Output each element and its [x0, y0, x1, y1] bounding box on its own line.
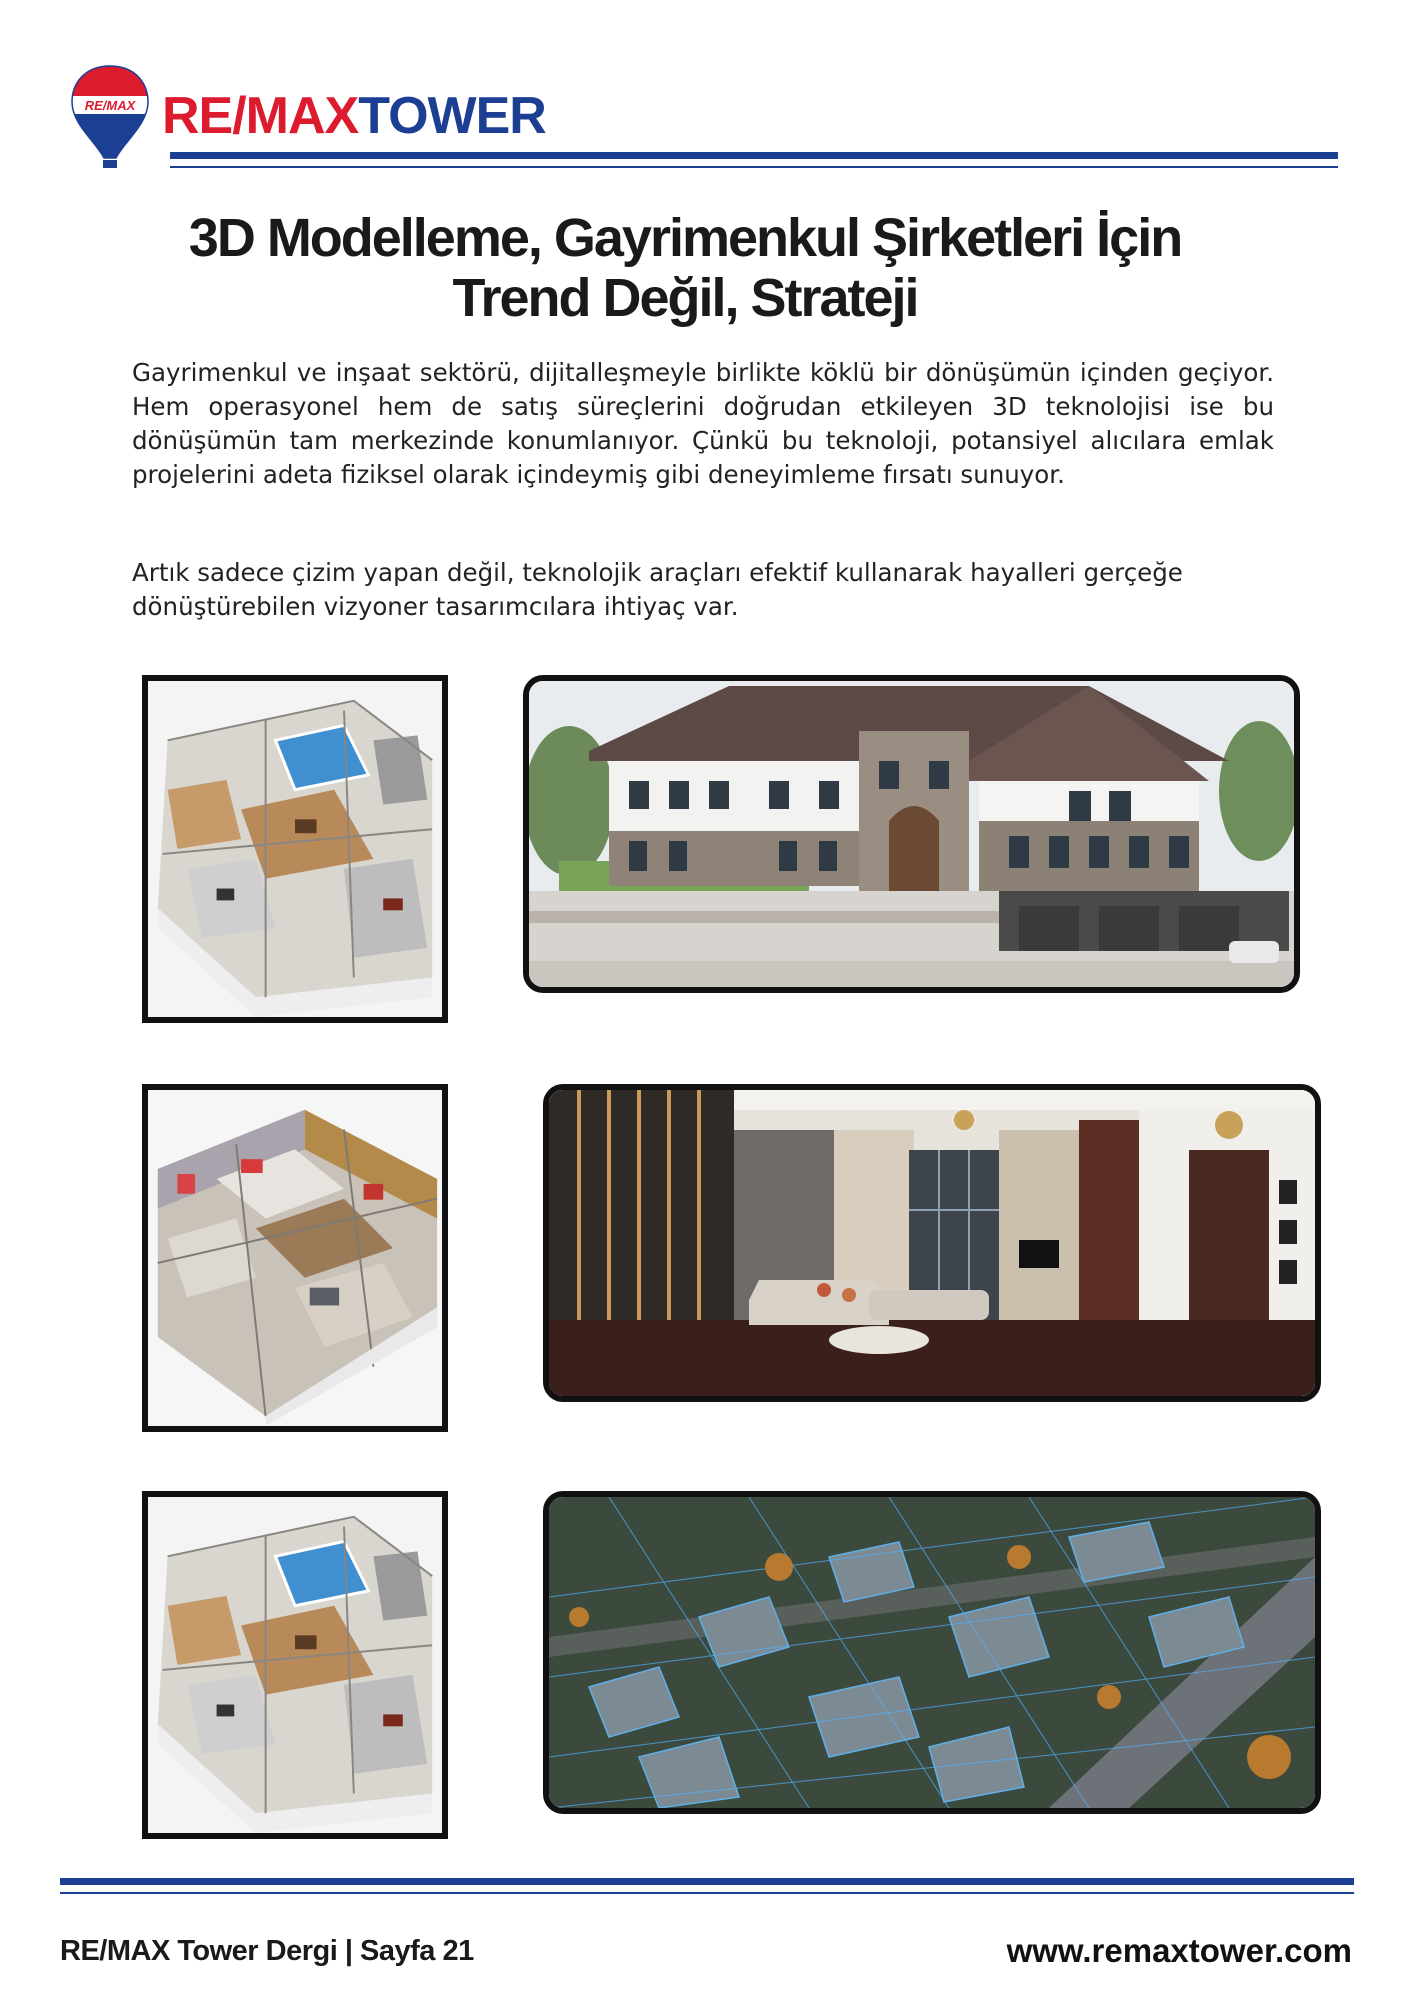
3d-floor-plan-icon [148, 681, 442, 1017]
website-link[interactable]: www.remaxtower.com [1006, 1932, 1352, 1969]
floor-plan-image-2 [142, 1491, 448, 1839]
aerial-wireframe-image [543, 1491, 1321, 1814]
house-exterior-image [523, 675, 1300, 993]
living-room-icon [549, 1090, 1315, 1396]
title-line-1: 3D Modelleme, Gayrimenkul Şirketleri İçin [188, 208, 1182, 268]
aerial-wireframe-icon [549, 1497, 1315, 1808]
magazine-page-label: RE/MAX Tower Dergi | Sayfa 21 [60, 1935, 474, 1967]
paragraph-1: Gayrimenkul ve inşaat sektörü, dijitalleşmeyle birlikte köklü bir dönüşümün içinden geçiyor. Hem operasyonel hem de satış süreçlerini doğrudan etkileyen 3D teknolojisi ise bu dönüşümün tam merkezinde konumlanıyor. Çünkü bu teknoloji, potansiyel alıcılara emlak projelerini adeta fiziksel olarak içindeymiş gibi deneyimleme fırsatı sunuyor. [132, 358, 1274, 489]
house-exterior-icon [529, 681, 1294, 987]
header-rule-thick [170, 152, 1338, 159]
floor-plan-image-1 [142, 675, 448, 1023]
paragraph-2: Artık sadece çizim yapan değil, teknolojik araçları efektif kullanarak hayalleri gerçeğe dönüştürebilen vizyoner tasarımcılara ihtiyaç var. [132, 558, 1183, 621]
footer-rule-thin [60, 1892, 1354, 1894]
living-room-image [543, 1084, 1321, 1402]
apartment-cutaway-image [142, 1084, 448, 1432]
balloon-text: RE/MAX [84, 98, 136, 113]
remax-balloon-logo [70, 64, 150, 170]
3d-floor-plan-icon [148, 1497, 442, 1833]
footer-rule-thick [60, 1878, 1354, 1885]
3d-apartment-icon [148, 1090, 442, 1426]
brand-remax: RE/MAX [162, 87, 359, 145]
brand-tower: TOWER [358, 87, 546, 145]
title-line-2: Trend Değil, Strateji [452, 268, 918, 328]
header-rule-thin [170, 166, 1338, 168]
article-title [100, 208, 1270, 328]
brand-wordmark [162, 86, 546, 146]
